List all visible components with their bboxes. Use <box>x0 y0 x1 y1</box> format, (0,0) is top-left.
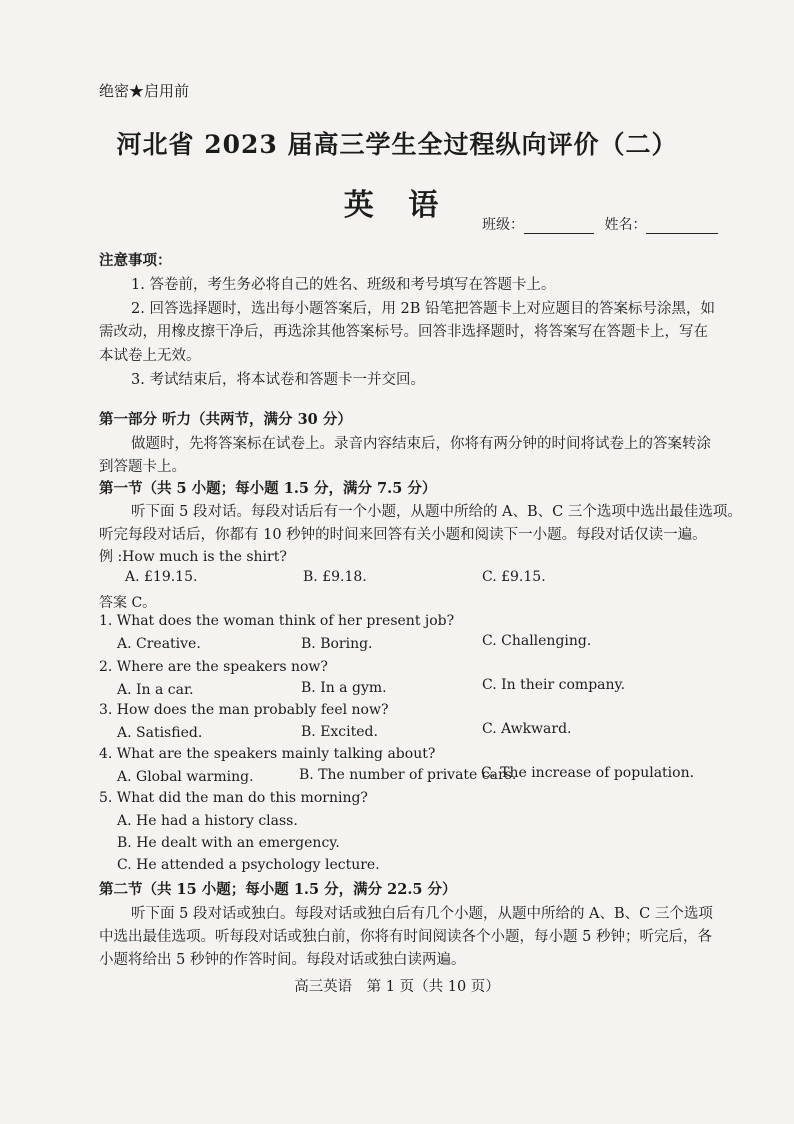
section1-heading: 第一节（共 5 小题；每小题 1.5 分，满分 7.5 分） <box>99 480 437 497</box>
notes-item-2-line-1: 2. 回答选择题时，选出每小题答案后，用 2B 铅笔把答题卡上对应题目的答案标号涂黑，如 <box>131 301 716 317</box>
question-5: 5. What did the man do this morning? <box>99 790 368 806</box>
question-2: 2. Where are the speakers now? <box>99 659 328 675</box>
page-footer: 高三英语 第 1 页（共 10 页） <box>294 979 500 995</box>
section1-intro-line-2: 听完每段对话后，你都有 10 秒钟的时间来回答有关小题和阅读下一小题。每段对话仅读一遍。 <box>99 527 707 543</box>
question-1-option-a: A. Creative. <box>117 636 201 652</box>
question-4-option-a: A. Global warming. <box>117 769 254 785</box>
notes-item-1: 1. 答卷前，考生务必将自己的姓名、班级和考号填写在答题卡上。 <box>131 277 556 293</box>
question-3: 3. How does the man probably feel now? <box>99 702 389 718</box>
question-2-option-a: A. In a car. <box>117 682 194 698</box>
notes-heading: 注意事项： <box>99 252 172 269</box>
question-3-option-a: A. Satisfied. <box>117 725 203 741</box>
notes-item-2-line-2: 需改动，用橡皮擦干净后，再选涂其他答案标号。回答非选择题时，将答案写在答题卡上，写在 <box>99 324 708 340</box>
example-answer: 答案 C。 <box>99 595 157 611</box>
question-5-option-c: C. He attended a psychology lecture. <box>117 857 380 873</box>
question-5-option-a: A. He had a history class. <box>117 813 298 829</box>
question-1-option-b: B. Boring. <box>301 636 373 652</box>
part1-heading: 第一部分 听力（共两节，满分 30 分） <box>99 411 352 428</box>
question-3-option-c: C. Awkward. <box>482 721 572 737</box>
section1-intro-line-1: 听下面 5 段对话。每段对话后有一个小题，从题中所给的 A、B、C 三个选项中选出最佳选项。 <box>131 504 742 520</box>
part1-intro-line-1: 做题时，先将答案标在试卷上。录音内容结束后，你将有两分钟的时间将试卷上的答案转涂 <box>131 436 711 452</box>
example-option-c: C. £9.15. <box>482 569 546 585</box>
question-4: 4. What are the speakers mainly talking about? <box>99 746 436 762</box>
name-blank[interactable] <box>646 219 718 234</box>
notes-item-2-line-3: 本试卷上无效。 <box>99 348 201 364</box>
class-label: 班级： <box>482 217 524 233</box>
section2-heading: 第二节（共 15 小题；每小题 1.5 分，满分 22.5 分） <box>99 881 457 898</box>
question-5-option-b: B. He dealt with an emergency. <box>117 835 340 851</box>
question-1-option-c: C. Challenging. <box>482 633 592 649</box>
exam-title: 河北省 2023 届高三学生全过程纵向评价（二） <box>116 130 678 159</box>
notes-item-3: 3. 考试结束后，将本试卷和答题卡一并交回。 <box>131 372 425 388</box>
question-1: 1. What does the woman think of her present job? <box>99 613 455 629</box>
section2-intro-line-2: 中选出最佳选项。听每段对话或独白前，你将有时间阅读各个小题，每小题 5 秒钟；听完后，各 <box>99 929 712 945</box>
class-blank[interactable] <box>524 219 594 234</box>
question-2-option-b: B. In a gym. <box>301 680 387 696</box>
example-option-b: B. £9.18. <box>303 569 367 585</box>
confidential-label: 绝密★启用前 <box>99 82 190 100</box>
name-label: 姓名： <box>604 217 647 233</box>
question-4-option-b: B. The number of private cars. <box>299 767 517 783</box>
subject-title: 英 语 <box>343 188 451 223</box>
example-question: 例 :How much is the shirt? <box>99 549 287 565</box>
question-2-option-c: C. In their company. <box>482 677 626 693</box>
question-4-option-c: C. The increase of population. <box>481 765 695 781</box>
part1-intro-line-2: 到答题卡上。 <box>99 459 186 475</box>
class-name-fields <box>482 214 718 234</box>
section2-intro-line-3: 小题将给出 5 秒钟的作答时间。每段对话或独白读两遍。 <box>99 952 466 968</box>
question-3-option-b: B. Excited. <box>301 724 378 740</box>
section2-intro-line-1: 听下面 5 段对话或独白。每段对话或独白后有几个小题，从题中所给的 A、B、C 三个选项 <box>131 906 713 922</box>
example-option-a: A. £19.15. <box>125 569 198 585</box>
